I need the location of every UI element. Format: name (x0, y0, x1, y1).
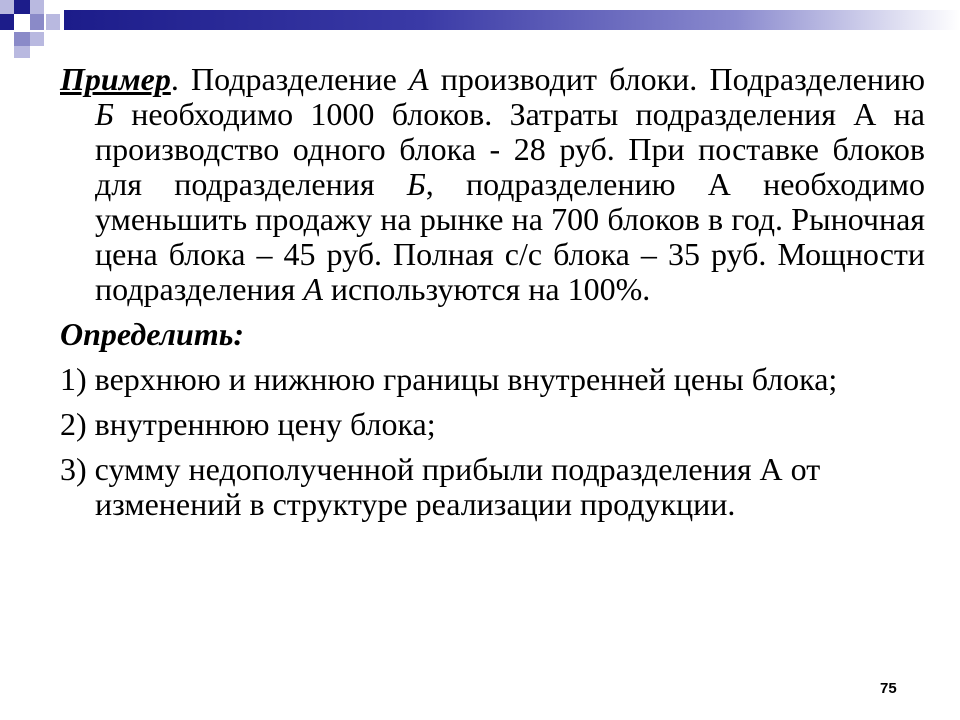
text-run: необходимо 1000 блоков. Затраты подразделения А на производство одного блока - 28 руб. При поставке блоков для подразделения (95, 96, 925, 202)
header-square (0, 0, 14, 14)
text-run: А (409, 61, 429, 97)
header-square (30, 0, 44, 14)
header-square (14, 0, 30, 14)
text-run: Б (406, 166, 426, 202)
text-run: А (303, 271, 323, 307)
header-square (30, 14, 44, 30)
text-run: Подразделение (178, 61, 410, 97)
text-run: , подразделению А необходимо уменьшить продажу на рынке на 700 блоков в год. Рыночная цена блока – 45 руб. Полная с/с блока – 35 руб. Мощности подразделения (95, 166, 926, 307)
text-run: производит блоки. Подразделению (428, 61, 926, 97)
slide-body (60, 62, 925, 532)
text-run: используются на 100%. (322, 271, 651, 307)
example-label: Пример (60, 61, 171, 97)
header-square (46, 14, 60, 30)
task-item: 3) сумму недополученной прибыли подразделения А от изменений в структуре реализации продукции. (60, 451, 821, 522)
header-square (14, 46, 30, 58)
page-number: 75 (880, 680, 897, 697)
header-square (14, 32, 30, 46)
task-item: 1) верхнюю и нижнюю границы внутренней цены блока; (60, 361, 838, 397)
header-square (0, 14, 14, 30)
text-run: Б (95, 96, 114, 132)
example-label-dot: . (170, 61, 179, 97)
determine-heading (60, 317, 925, 352)
example-paragraph (60, 62, 925, 307)
header-square (30, 32, 44, 46)
task-item: 2) внутреннюю цену блока; (60, 406, 436, 442)
header-gradient-bar (64, 10, 960, 30)
determine-label: Определить: (60, 316, 244, 352)
